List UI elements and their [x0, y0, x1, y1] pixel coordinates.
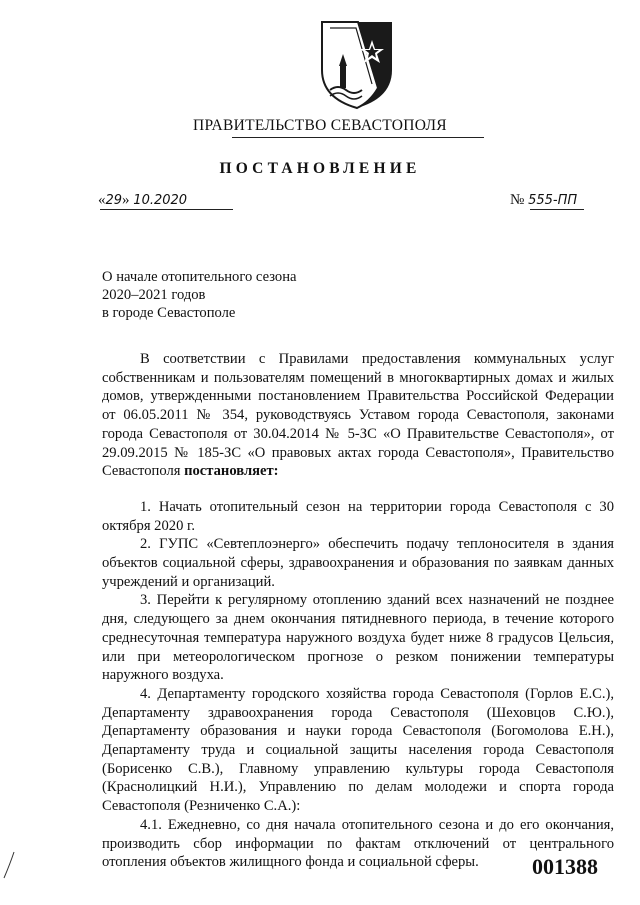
document-date — [98, 192, 187, 209]
subject-line-3: в городе Севастополе — [102, 305, 236, 321]
number-value: 555-ПП — [528, 193, 578, 208]
government-underline — [232, 137, 484, 138]
number-underline — [530, 209, 584, 210]
date-close-quote: » — [122, 192, 130, 208]
date-month-year: 10.2020 — [133, 193, 188, 208]
date-open-quote: « — [98, 192, 106, 208]
preamble-verb: постановляет: — [184, 463, 279, 480]
document-number — [510, 192, 577, 209]
serial-number: 001388 — [532, 854, 598, 879]
number-prefix: № — [510, 192, 525, 208]
document-subject — [102, 268, 362, 322]
document-body — [102, 350, 614, 872]
clause-1: 1. Начать отопительный сезон на территории города Севастополя с 30 октября 2020 г. — [102, 498, 614, 534]
government-name: ПРАВИТЕЛЬСТВО СЕВАСТОПОЛЯ — [193, 117, 447, 134]
sevastopol-coat-of-arms-icon — [318, 18, 396, 110]
clause-4: 4. Департаменту городского хозяйства города Севастополя (Горлов Е.С.), Департаменту здравоохранения города Севастополя (Шеховцов С.Ю.), Департаменту образования и науки города Севастополя (Богомолова Е.Н.), Департаменту труда и социальной защиты населения города Севастополя (Борисенко С.В.), Главному управлению культуры города Севастополя (Краснолицкий Н.И.), Управлению по делам молодежи и спорта города Севастополя (Резниченко С.А.): — [102, 685, 614, 815]
clause-2: 2. ГУПС «Севтеплоэнерго» обеспечить подачу теплоносителя в здания объектов социальной сферы, здравоохранения и образования по заявкам данных учреждений и организаций. — [102, 536, 614, 590]
preamble-text: В соответствии с Правилами предоставления коммунальных услуг собственникам и пользователям помещений в многоквартирных домах и жилых домов, утвержденными постановлением Правительства Российской Федерации от 06.05.2011 № 354, руководствуясь Уставом города Севастополя, законами города Севастополя от 30.04.2014 № 5-ЗС «О Правительстве Севастополя», от 29.09.2015 № 185-ЗС «О правовых актах города Севастополя», Правительство Севастополя — [102, 351, 614, 480]
subject-line-1: О начале отопительного сезона — [102, 269, 297, 285]
date-day: 29 — [105, 193, 123, 208]
subject-line-2: 2020–2021 годов — [102, 287, 206, 303]
clause-4-1: 4.1. Ежедневно, со дня начала отопительного сезона и до его окончания, производить сбор информации по фактам отключений от центрального отопления объектов жилищного фонда и социальной сферы. — [102, 816, 614, 871]
date-underline — [100, 209, 233, 210]
margin-pen-mark-icon — [2, 850, 16, 880]
document-type-title: ПОСТАНОВЛЕНИЕ — [219, 160, 421, 177]
clause-3: 3. Перейти к регулярному отоплению зданий всех назначений не позднее дня, следующего за днем окончания пятидневного периода, в течение которого среднесуточная температура наружного воздуха будет ниже 8 градусов Цельсия, или при метеорологическом прогнозе о резком понижении температуры наружного воздуха. — [102, 592, 614, 684]
preamble-paragraph — [102, 350, 614, 481]
